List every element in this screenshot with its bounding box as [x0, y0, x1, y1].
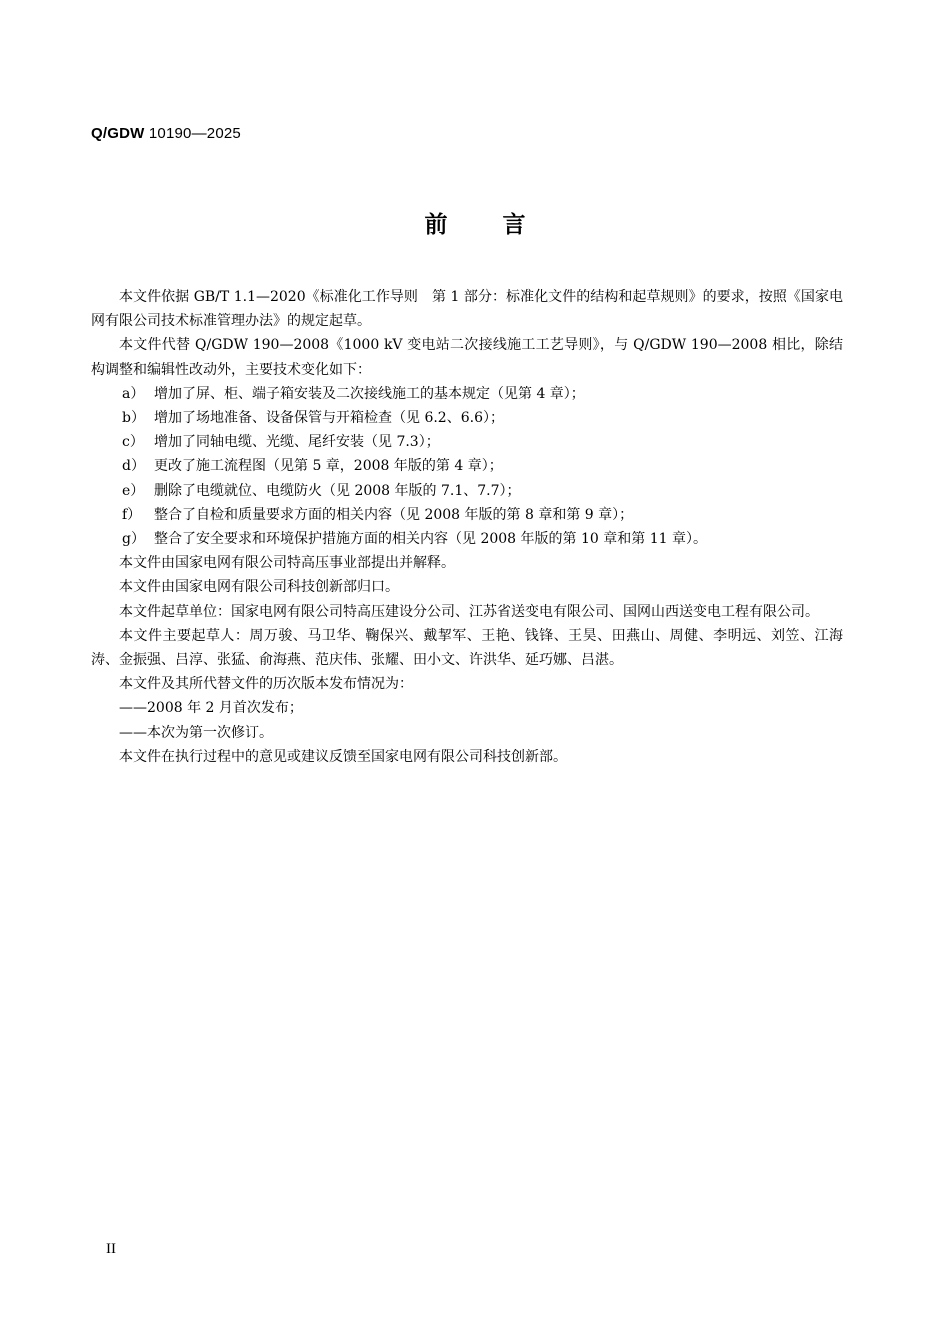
list-item-text: 整合了自检和质量要求方面的相关内容（见 2008 年版的第 8 章和第 9 章）； [154, 506, 634, 523]
paragraph-drafting-units: 本文件起草单位：国家电网有限公司特高压建设分公司、江苏省送变电有限公司、国网山西送变电工程有限公司。 [119, 603, 819, 620]
change-list-item [91, 430, 843, 454]
list-item-text: 更改了施工流程图（见第 5 章，2008 年版的第 4 章）； [154, 458, 503, 475]
list-item-text: 删除了电缆就位、电缆防火（见 2008 年版的 7.1、7.7）； [154, 482, 521, 499]
paragraph-replacement: 本文件代替 Q/GDW 190—2008《1000 kV 变电站二次接线施工工艺导则》，与 Q/GDW 190—2008 相比，除结构调整和编辑性改动外，主要技术变化如下： [91, 337, 843, 378]
paragraph-drafters: 本文件主要起草人：周万骏、马卫华、鞠保兴、戴挈军、王艳、钱锋、王昊、田燕山、周健、李明远、刘笠、江海涛、金振强、吕淳、张猛、俞海燕、范庆伟、张耀、田小文、许洪华、延巧娜、吕湛。 [91, 627, 843, 669]
list-marker: f） [122, 506, 142, 523]
list-marker: e） [122, 482, 145, 499]
page-title: 前言 [424, 212, 581, 238]
change-list-item [91, 479, 843, 503]
foreword-body [91, 285, 843, 769]
list-item-text: 整合了安全要求和环境保护措施方面的相关内容（见 2008 年版的第 10 章和第 11 章）。 [154, 531, 707, 548]
change-list-item [91, 527, 843, 551]
list-marker: a） [122, 385, 145, 402]
change-list-item [91, 382, 843, 406]
change-list-item [91, 503, 843, 527]
list-item-text: 增加了场地准备、设备保管与开箱检查（见 6.2、6.6）； [154, 410, 504, 427]
change-list-item [91, 406, 843, 430]
document-code [91, 125, 241, 142]
paragraph-basis: 本文件依据 GB/T 1.1—2020《标准化工作导则 第 1 部分：标准化文件的结构和起草规则》的要求，按照《国家电网有限公司技术标准管理办法》的规定起草。 [91, 289, 843, 330]
list-marker: g） [122, 531, 145, 548]
document-code-prefix: Q/GDW [91, 125, 145, 142]
paragraph-history-intro: 本文件及其所代替文件的历次版本发布情况为： [119, 676, 413, 693]
paragraph-proposer: 本文件由国家电网有限公司特高压事业部提出并解释。 [119, 555, 455, 572]
list-item-text: 增加了同轴电缆、光缆、尾纤安装（见 7.3）； [154, 434, 440, 451]
list-item-text: 增加了屏、柜、端子箱安装及二次接线施工的基本规定（见第 4 章）； [154, 385, 585, 402]
list-marker: d） [122, 458, 145, 475]
history-item: ——2008 年 2 月首次发布； [119, 700, 303, 717]
page-number: II [106, 1241, 116, 1257]
paragraph-administrator: 本文件由国家电网有限公司科技创新部归口。 [119, 579, 399, 596]
change-list-item [91, 454, 843, 478]
history-item: ——本次为第一次修订。 [119, 724, 273, 741]
list-marker: b） [122, 410, 145, 427]
paragraph-feedback: 本文件在执行过程中的意见或建议反馈至国家电网有限公司科技创新部。 [119, 748, 567, 765]
list-marker: c） [122, 434, 144, 451]
document-code-number: 10190—2025 [144, 125, 241, 142]
